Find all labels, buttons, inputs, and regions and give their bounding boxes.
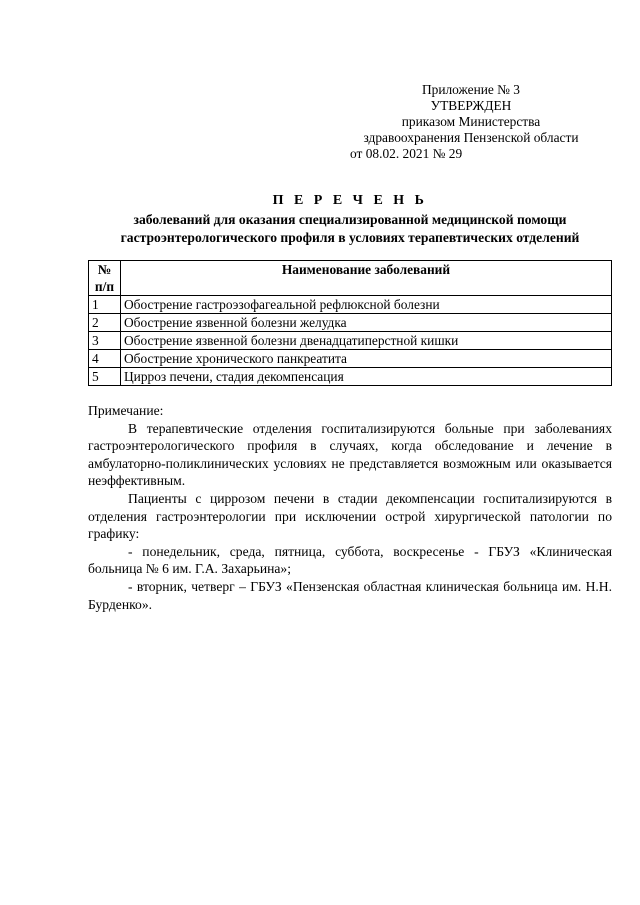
schedule-item-2: - вторник, четверг – ГБУЗ «Пензенская областная клиническая больница им. Н.Н. Бурденко». [88,578,612,612]
table-header-row [89,261,612,296]
diseases-table [88,260,612,386]
appendix-number: Приложение № 3 [421,82,521,97]
row-disease-name: Обострение язвенной болезни желудка [121,314,612,332]
row-number: 1 [89,296,121,314]
schedule-item-1: - понедельник, среда, пятница, суббота, воскресенье - ГБУЗ «Клиническая больница № 6 им. Г.А. Захарьина»; [88,543,612,577]
row-disease-name: Цирроз печени, стадия декомпенсация [121,368,612,386]
table-row [89,296,612,314]
approved-label: УТВЕРЖДЕН [430,98,512,113]
ministry-name: здравоохранения Пензенской области [363,130,579,145]
note-paragraph-2: Пациенты с циррозом печени в стадии декомпенсации госпитализируются в отделения гастроэнтерологии при исключении острой хирургической патологии по графику: [88,490,612,542]
note-label: Примечание: [88,403,164,418]
header-number-line-2: п/п [94,279,115,294]
order-date-number: от 08.02. 2021 № 29 [350,146,463,161]
document-subtitle [88,211,612,247]
row-disease-name: Обострение гастроэзофагеальной рефлюксной болезни [121,296,612,314]
subtitle-line-1: заболеваний для оказания специализированной медицинской помощи [133,212,567,227]
row-number: 2 [89,314,121,332]
document-title: П Е Р Е Ч Е Н Ь [272,193,428,208]
table-row [89,314,612,332]
row-disease-name: Обострение язвенной болезни двенадцатиперстной кишки [121,332,612,350]
row-number: 3 [89,332,121,350]
order-by-ministry: приказом Министерства [401,114,541,129]
header-number [89,261,121,296]
header-disease-name: Наименование заболеваний [121,261,612,296]
table-row [89,368,612,386]
table-row [89,350,612,368]
header-number-line-1: № [97,262,112,277]
note-paragraph-1: В терапевтические отделения госпитализируются больные при заболеваниях гастроэнтерологического профиля в случаях, когда обследование и лечение в амбулаторно-поликлинических условиях не представляется возможным или оказывается неэффективным. [88,420,612,489]
row-disease-name: Обострение хронического панкреатита [121,350,612,368]
row-number: 5 [89,368,121,386]
row-number: 4 [89,350,121,368]
approval-block [340,82,602,162]
table-row [89,332,612,350]
subtitle-line-2: гастроэнтерологического профиля в условиях терапевтических отделений [120,230,580,245]
note-section [88,402,612,613]
